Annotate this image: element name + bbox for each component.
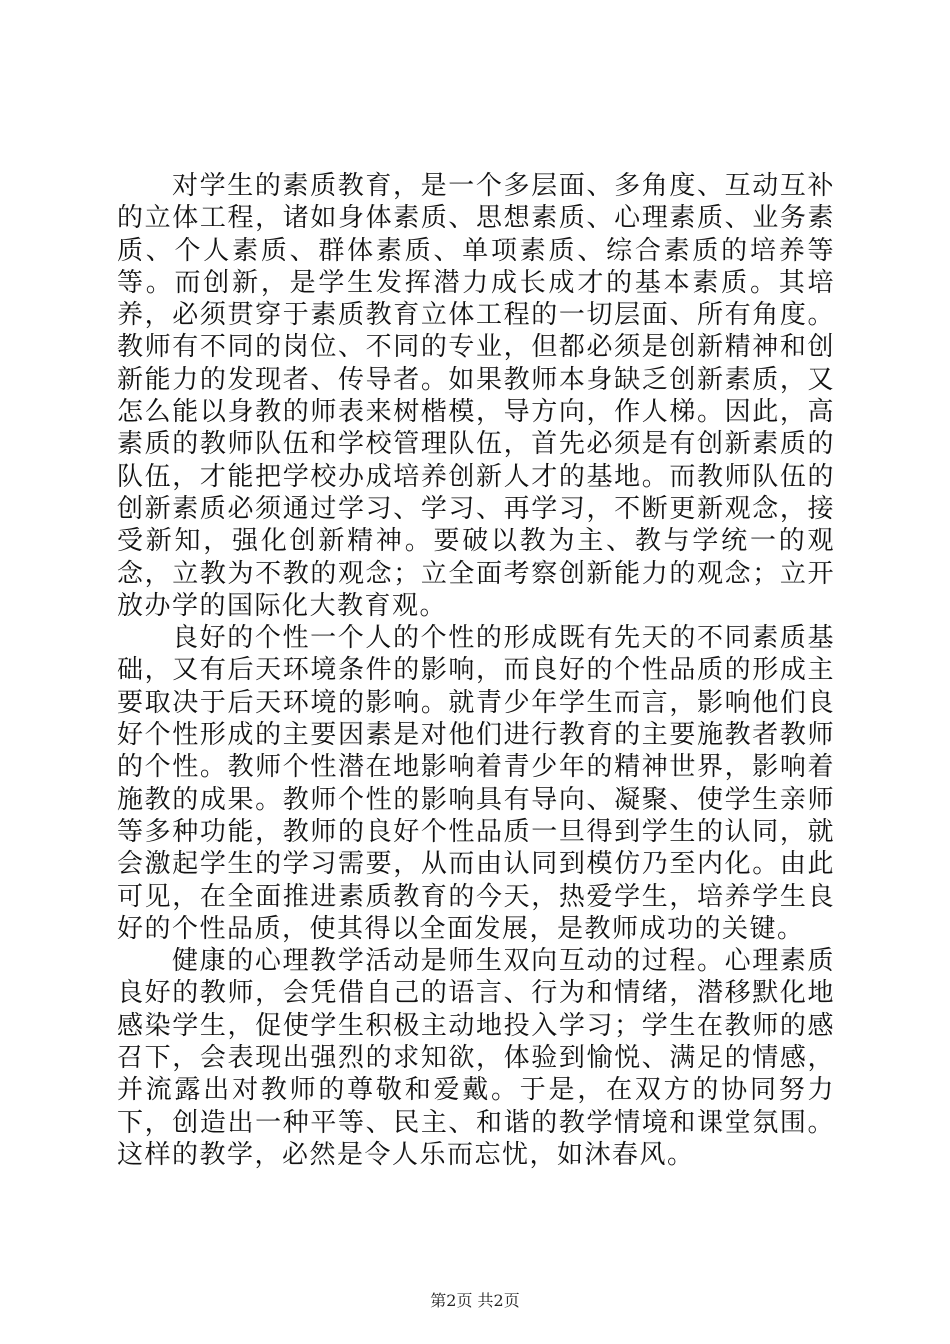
paragraph-2: 良好的个性一个人的个性的形成既有先天的不同素质基础，又有后天环境条件的影响，而良好的个性品质的形成主要取决于后天环境的影响。就青少年学生而言，影响他们良好个性形成的主要因素是对他们进行教育的主要施教者教师的个性。教师个性潜在地影响着青少年的精神世界，影响着施教的成果。教师个性的影响具有导向、凝聚、使学生亲师等多种功能，教师的良好个性品质一旦得到学生的认同，就会激起学生的学习需要，从而由认同到模仿乃至内化。由此可见，在全面推进素质教育的今天，热爱学生，培养学生良好的个性品质，使其得以全面发展，是教师成功的关键。 — [117, 623, 835, 944]
paragraph-3: 健康的心理教学活动是师生双向互动的过程。心理素质良好的教师，会凭借自己的语言、行为和情绪，潜移默化地感染学生，促使学生积极主动地投入学习；学生在教师的感召下，会表现出强烈的求知欲，体验到愉悦、满足的情感，并流露出对教师的尊敬和爱戴。于是，在双方的协同努力下，创造出一种平等、民主、和谐的教学情境和课堂氛围。这样的教学，必然是令人乐而忘忧，如沐春风。 — [117, 946, 835, 1170]
body-text — [117, 170, 835, 1171]
paragraph-1: 对学生的素质教育，是一个多层面、多角度、互动互补的立体工程，诸如身体素质、思想素质、心理素质、业务素质、个人素质、群体素质、单项素质、综合素质的培养等等。而创新，是学生发挥潜力成长成才的基本素质。其培养，必须贯穿于素质教育立体工程的一切层面、所有角度。教师有不同的岗位、不同的专业，但都必须是创新精神和创新能力的发现者、传导者。如果教师本身缺乏创新素质，又怎么能以身教的师表来树楷模，导方向，作人梯。因此，高素质的教师队伍和学校管理队伍，首先必须是有创新素质的队伍，才能把学校办成培养创新人才的基地。而教师队伍的创新素质必须通过学习、学习、再学习，不断更新观念，接受新知，强化创新精神。要破以教为主、教与学统一的观念，立教为不教的观念；立全面考察创新能力的观念；立开放办学的国际化大教育观。 — [117, 171, 835, 621]
page-number-footer: 第2页 共2页 — [430, 1291, 520, 1310]
